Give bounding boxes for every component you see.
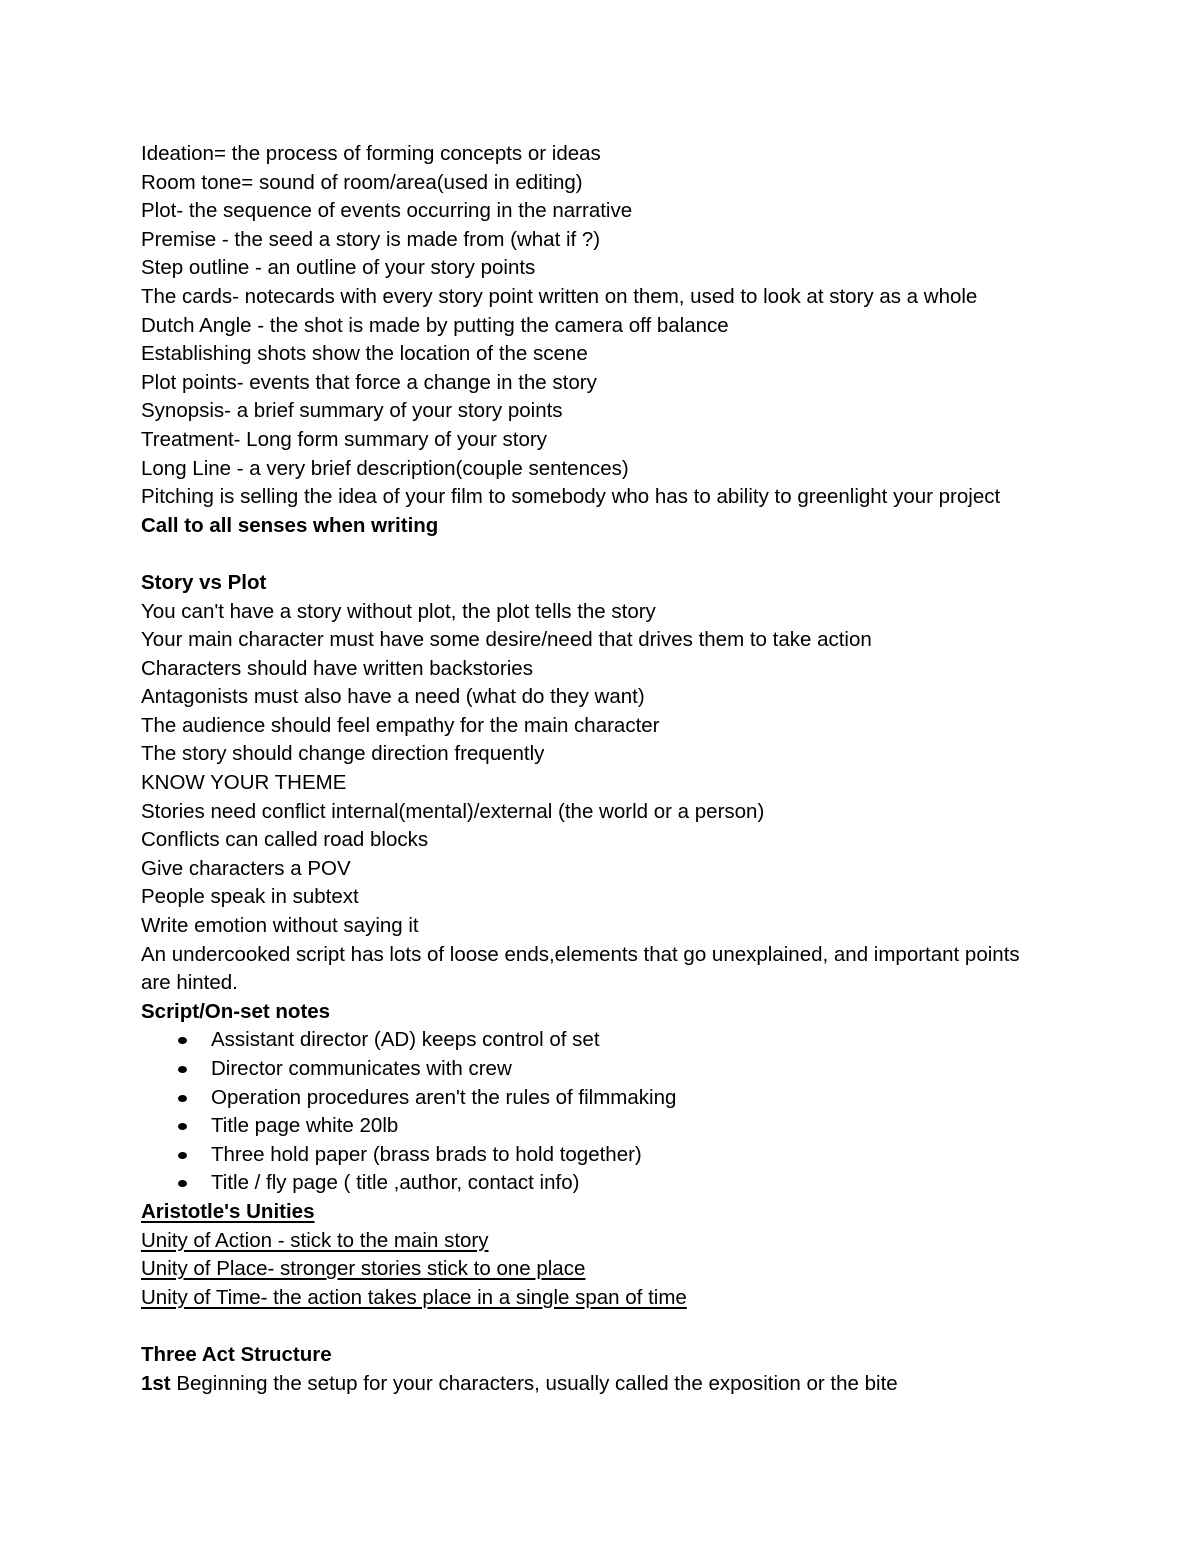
list-item-text: Operation procedures aren't the rules of filmmaking [211,1085,677,1109]
bullet-icon [178,1095,187,1102]
first-act-line [141,1370,1141,1399]
story-line: Give characters a POV [141,856,351,880]
story-line: KNOW YOUR THEME [141,771,347,795]
blank-line [141,540,1141,569]
definition-premise: Premise - the seed a story is made from (what if ?) [141,227,601,251]
definition-cards: The cards- notecards with every story point written on them, used to look at story as a whole [141,284,978,308]
story-vs-plot-heading: Story vs Plot [141,570,267,594]
definition-step-outline: Step outline - an outline of your story points [141,256,536,280]
bullet-icon [178,1123,187,1130]
script-notes-section [141,998,1141,1198]
story-line: People speak in subtext [141,885,359,909]
story-line: The story should change direction frequently [141,742,545,766]
definition-treatment: Treatment- Long form summary of your story [141,427,547,451]
story-line: Characters should have written backstories [141,656,533,680]
definition-establishing-shots: Establishing shots show the location of the scene [141,342,588,366]
definition-pitching: Pitching is selling the idea of your film to somebody who has to ability to greenlight your project [141,485,1001,509]
unity-place: Unity of Place- stronger stories stick to one place [141,1257,586,1281]
list-item-text: Assistant director (AD) keeps control of set [211,1028,600,1052]
definition-synopsis: Synopsis- a brief summary of your story points [141,399,563,423]
first-act-text: Beginning the setup for your characters, usually called the exposition or the bite [170,1371,898,1395]
story-line: Your main character must have some desire/need that drives them to take action [141,628,872,652]
senses-heading: Call to all senses when writing [141,513,439,537]
bullet-icon [178,1037,187,1044]
list-item [141,1084,1141,1113]
list-item [141,1055,1141,1084]
definition-dutch-angle: Dutch Angle - the shot is made by putting the camera off balance [141,313,729,337]
story-line: Antagonists must also have a need (what do they want) [141,685,645,709]
unity-time: Unity of Time- the action takes place in a single span of time [141,1285,687,1309]
list-item [141,1026,1141,1055]
script-notes-heading: Script/On-set notes [141,999,331,1023]
bullet-icon [178,1066,187,1073]
definition-room-tone: Room tone= sound of room/area(used in editing) [141,170,583,194]
bullet-icon [178,1180,187,1187]
unity-action: Unity of Action - stick to the main story [141,1228,489,1252]
list-item [141,1169,1141,1198]
story-line: The audience should feel empathy for the main character [141,713,660,737]
story-line: Write emotion without saying it [141,914,419,938]
story-line: Stories need conflict internal(mental)/external (the world or a person) [141,799,765,823]
definition-plot-points: Plot points- events that force a change in the story [141,370,597,394]
first-act-label: 1st [141,1371,171,1395]
story-vs-plot-section [141,569,1141,998]
definitions-list [141,140,1141,512]
unities-section [141,1198,1141,1312]
unities-heading: Aristotle's Unities [141,1199,315,1223]
list-item-text: Title / fly page ( title ,author, contact info) [211,1171,580,1195]
list-item-text: Title page white 20lb [211,1114,399,1138]
three-act-heading: Three Act Structure [141,1342,332,1366]
three-act-section [141,1341,1141,1398]
definition-ideation: Ideation= the process of forming concepts or ideas [141,142,601,165]
list-item-text: Three hold paper (brass brads to hold together) [211,1142,642,1166]
list-item [141,1112,1141,1141]
list-item [141,1141,1141,1170]
definition-plot: Plot- the sequence of events occurring in the narrative [141,199,633,223]
blank-line [141,1312,1141,1341]
bullet-icon [178,1152,187,1159]
list-item-text: Director communicates with crew [211,1057,512,1080]
definition-long-line: Long Line - a very brief description(couple sentences) [141,456,629,480]
document-page [141,140,1141,1398]
script-notes-list [141,1026,1141,1198]
story-line: You can't have a story without plot, the plot tells the story [141,599,656,623]
undercooked-script-note: An undercooked script has lots of loose ends,elements that go unexplained, and important points are hinted. [141,942,1020,995]
story-line: Conflicts can called road blocks [141,828,429,852]
